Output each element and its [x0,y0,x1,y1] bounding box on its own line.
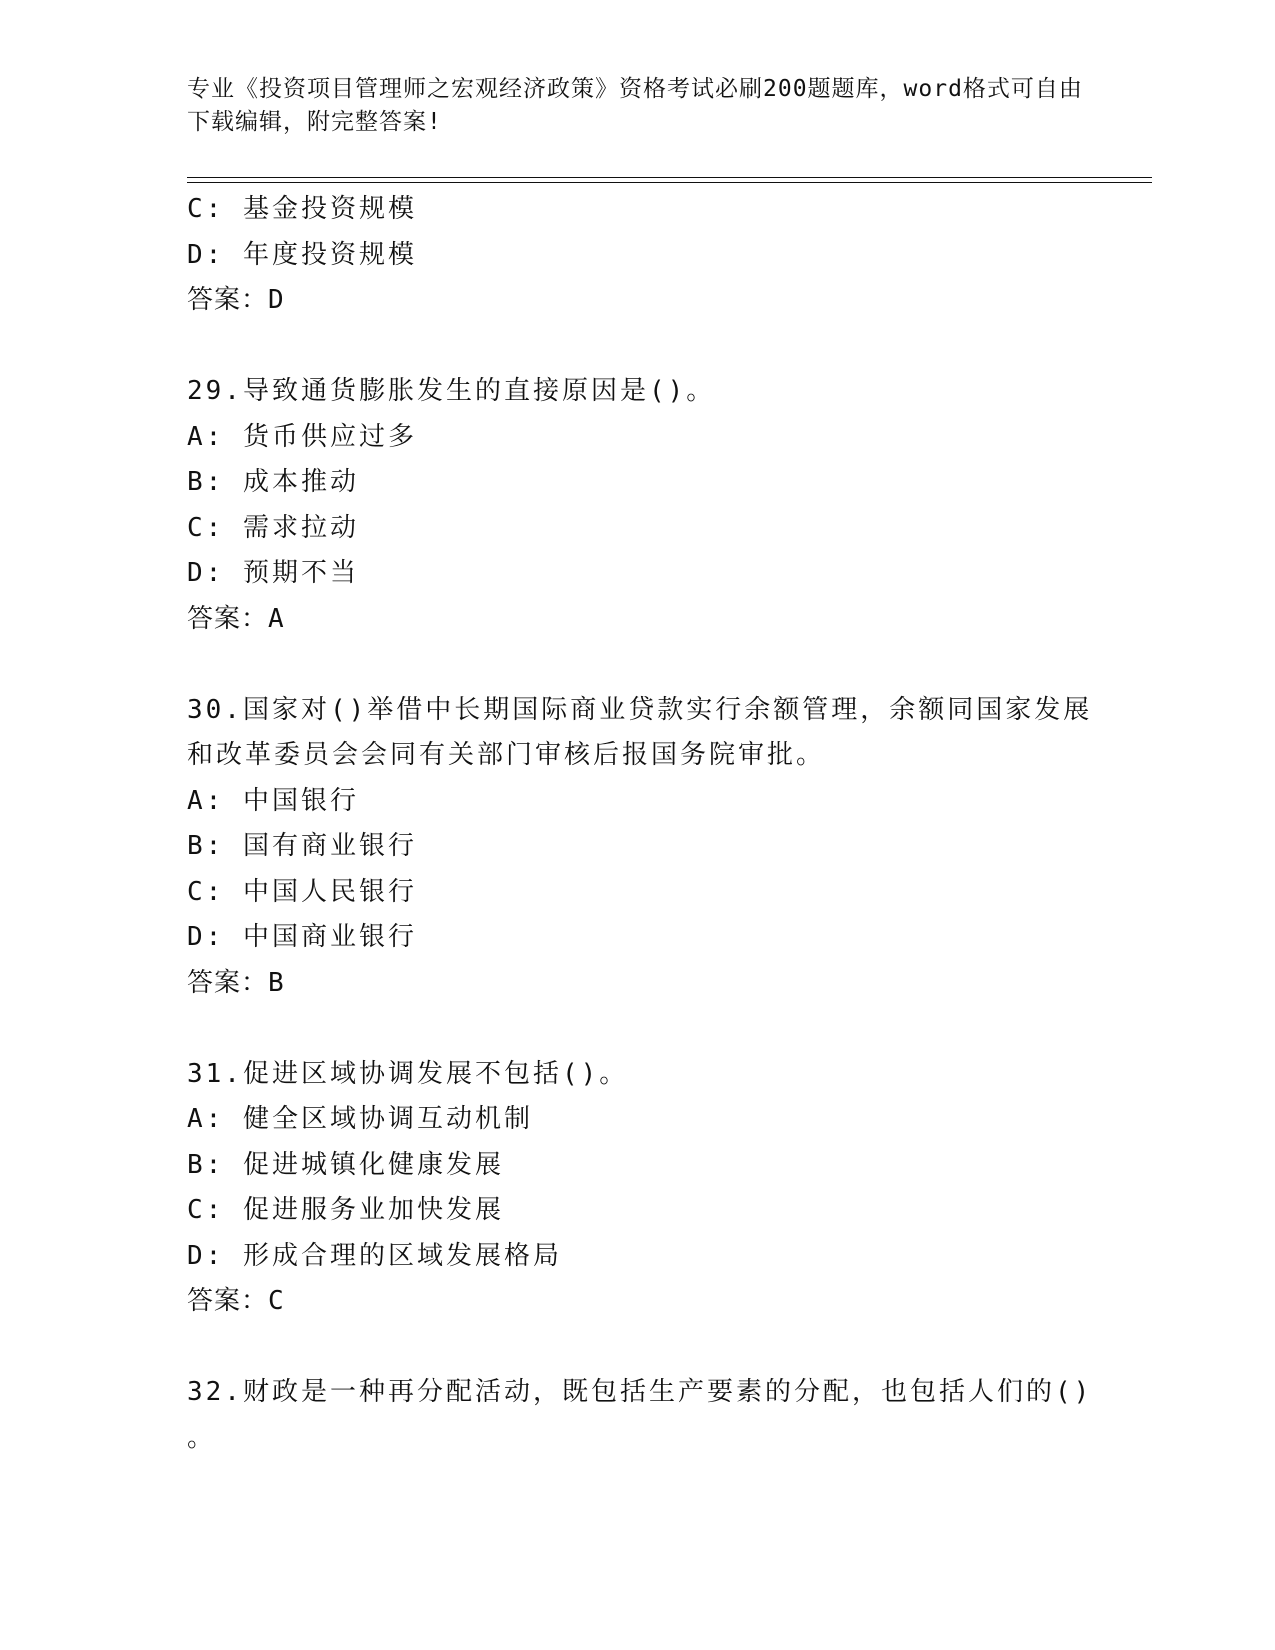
question-block [187,1052,1087,1325]
option-label: C: [187,512,225,543]
question-block [187,187,1087,324]
question-block [187,688,1093,1007]
option-text: 健全区域协调互动机制 [242,1104,533,1134]
option-label: D: [187,239,225,270]
option-label: A: [187,1104,225,1134]
option-line [187,1097,1087,1143]
header-divider [187,182,1152,183]
answer-value: B [268,967,285,998]
question-block [187,369,1087,642]
option-line [187,415,1087,461]
option-label: D: [187,558,225,588]
question-stem: 29.导致通货膨胀发生的直接原因是()。 [187,376,716,406]
option-line [187,779,1087,825]
option-text: 成本推动 [242,467,359,497]
option-label: A: [187,785,225,816]
option-text: 年度投资规模 [242,239,417,270]
option-text: 基金投资规模 [242,194,417,224]
question-stem: 32.财政是一种再分配活动，既包括生产要素的分配，也包括人们的() [187,1377,1093,1407]
option-line [187,551,1087,597]
option-label: B: [187,467,225,497]
option-label: B: [187,1149,225,1180]
question-block [187,1370,1093,1461]
answer-label: 答案： [187,285,269,315]
spacer [187,1006,1087,1052]
header-divider [187,177,1152,178]
answer-line [187,1279,1087,1325]
option-text: 需求拉动 [242,512,359,543]
question-stem: 30.国家对()举借中长期国际商业贷款实行余额管理，余额同国家发展 [187,694,1093,725]
answer-value: A [268,603,285,634]
answer-line [187,597,1087,643]
answer-label: 答案： [187,1286,269,1316]
option-line [187,824,1087,870]
option-label: C: [187,1195,225,1225]
answer-line [187,278,1087,324]
question-stem-continued: 。 [187,1422,217,1453]
option-label: C: [187,876,225,907]
option-text: 促进城镇化健康发展 [242,1149,504,1180]
option-text: 货币供应过多 [242,421,417,452]
option-text: 中国人民银行 [242,876,417,907]
option-line [187,233,1087,279]
option-label: C: [187,194,225,224]
question-list [187,187,1093,1461]
option-label: A: [187,421,225,452]
option-text: 促进服务业加快发展 [242,1195,504,1225]
answer-value: C [268,1286,285,1316]
option-label: B: [187,831,225,861]
option-line [187,915,1087,961]
option-text: 形成合理的区域发展格局 [242,1240,562,1271]
option-line [187,506,1087,552]
option-line [187,870,1087,916]
answer-label: 答案： [187,967,269,998]
spacer [187,324,1087,370]
answer-line [187,961,1087,1007]
option-line [187,460,1087,506]
option-line [187,1143,1087,1189]
spacer [187,1325,1087,1371]
answer-value: D [268,285,285,315]
option-label: D: [187,1240,225,1271]
option-line [187,187,1087,233]
option-line [187,1188,1087,1234]
option-text: 中国商业银行 [242,922,417,952]
question-stem-continued: 和改革委员会会同有关部门审核后报国务院审批。 [187,740,826,770]
answer-label: 答案： [187,603,269,634]
document-header: 专业《投资项目管理师之宏观经济政策》资格考试必刷200题题库，word格式可自由下载编辑，附完整答案! [187,76,1083,135]
option-line [187,1234,1087,1280]
spacer [187,642,1087,688]
question-stem: 31.促进区域协调发展不包括()。 [187,1058,629,1089]
option-text: 预期不当 [242,558,359,588]
option-label: D: [187,922,225,952]
option-text: 中国银行 [242,785,359,816]
option-text: 国有商业银行 [242,831,417,861]
